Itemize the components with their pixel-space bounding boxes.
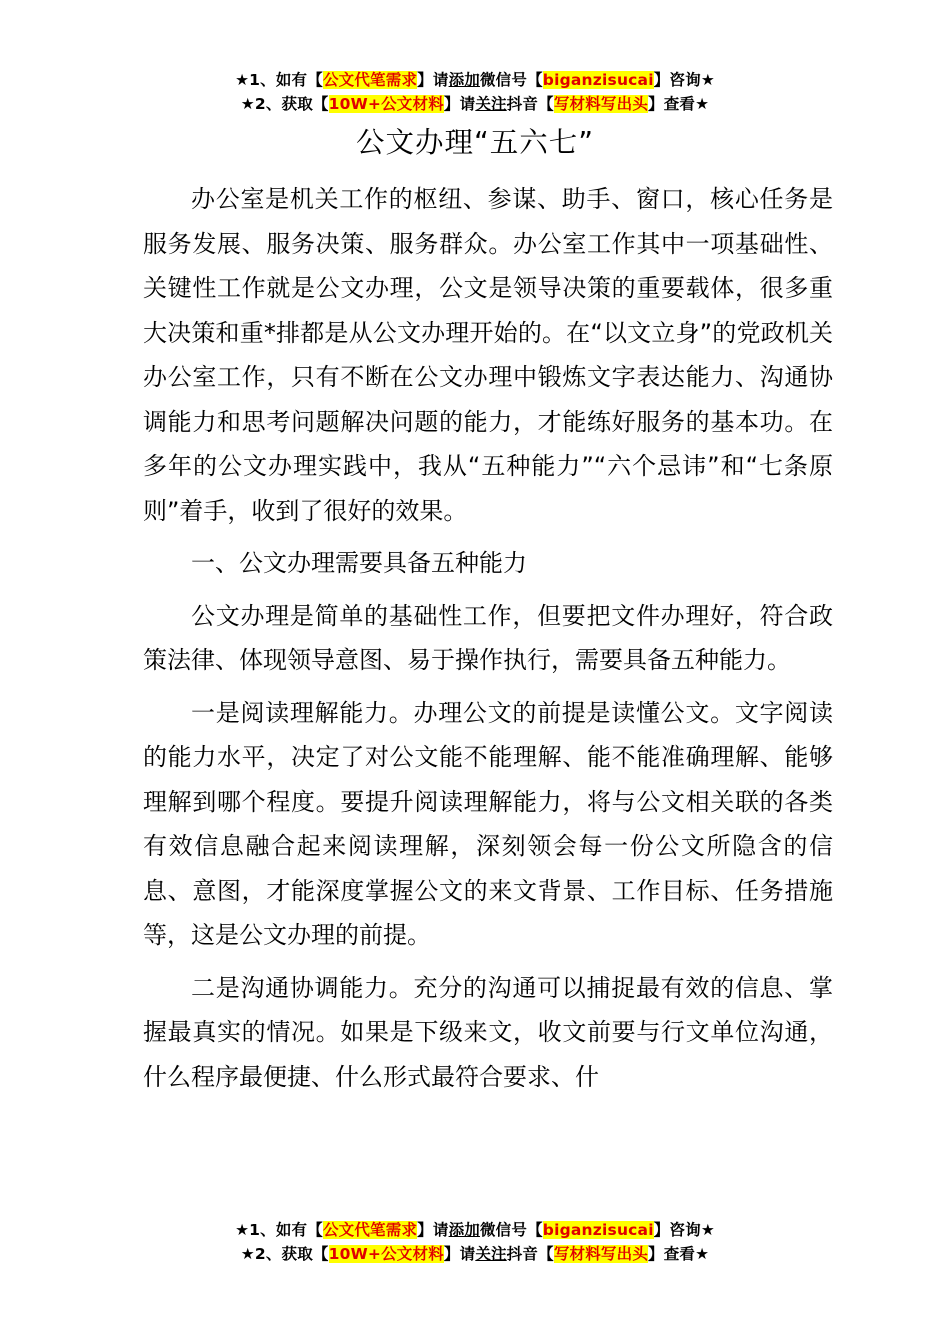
promo-underlined-text: 添加	[448, 1221, 480, 1239]
promo-text: 】请	[443, 95, 476, 113]
promo-highlight: 10W+公文材料	[328, 95, 444, 113]
promo-text: 】查看★	[648, 95, 710, 113]
promo-underlined-text: 关注	[475, 1245, 507, 1263]
promo-text: 抖音【	[506, 95, 554, 113]
promo-line-1	[0, 1218, 950, 1242]
promo-text: ★1、如有【	[235, 71, 323, 89]
paragraph: 一是阅读理解能力。办理公文的前提是读懂公文。文字阅读的能力水平，决定了对公文能不能理解、能不能准确理解、能够理解到哪个程度。要提升阅读理解能力，将与公文相关联的各类有效信息融合起来阅读理解，深刻领会每一份公文所隐含的信息、意图，才能深度掌握公文的来文背景、工作目标、任务措施等，这是公文办理的前提。	[143, 698, 833, 949]
paragraph: 公文办理是简单的基础性工作，但要把文件办理好，符合政策法律、体现领导意图、易于操作执行，需要具备五种能力。	[143, 601, 833, 674]
promo-text: 】咨询★	[653, 71, 715, 89]
promo-highlight: 公文代笔需求	[322, 71, 418, 89]
promo-underlined-text: 添加	[448, 71, 480, 89]
promo-highlight-wechat-id: biganzisucai	[542, 71, 654, 89]
promo-text: 】查看★	[648, 1245, 710, 1263]
promo-line-2	[0, 92, 950, 116]
promo-text: ★2、获取【	[240, 1245, 329, 1263]
promo-text: 】咨询★	[653, 1221, 715, 1239]
promo-text: 】请	[443, 1245, 476, 1263]
promo-highlight-douyin-id: 写材料写出头	[553, 95, 649, 113]
promo-highlight: 公文代笔需求	[322, 1221, 418, 1239]
promo-banner-top	[0, 68, 950, 116]
promo-line-2	[0, 1242, 950, 1266]
promo-text: 微信号【	[479, 71, 543, 89]
promo-highlight-douyin-id: 写材料写出头	[553, 1245, 649, 1263]
promo-text: 抖音【	[506, 1245, 554, 1263]
paragraph-intro: 办公室是机关工作的枢纽、参谋、助手、窗口，核心任务是服务发展、服务决策、服务群众。办公室工作其中一项基础性、关键性工作就是公文办理，公文是领导决策的重要载体，很多重大决策和重*排都是从公文办理开始的。在“以文立身”的党政机关办公室工作，只有不断在公文办理中锻炼文字表达能力、沟通协调能力和思考问题解决问题的能力，才能练好服务的基本功。在多年的公文办理实践中，我从“五种能力”“六个忌讳”和“七条原则”着手，收到了很好的效果。	[143, 185, 833, 525]
promo-text: ★1、如有【	[235, 1221, 323, 1239]
paragraph: 二是沟通协调能力。充分的沟通可以捕捉最有效的信息、掌握最真实的情况。如果是下级来文，收文前要与行文单位沟通，什么程序最便捷、什么形式最符合要求、什	[143, 973, 833, 1091]
promo-text: 】请	[417, 71, 449, 89]
promo-highlight: 10W+公文材料	[328, 1245, 444, 1263]
promo-text: ★2、获取【	[240, 95, 329, 113]
promo-underlined-text: 关注	[475, 95, 507, 113]
promo-highlight-wechat-id: biganzisucai	[542, 1221, 654, 1239]
section-heading: 一、公文办理需要具备五种能力	[191, 549, 527, 577]
promo-line-1	[0, 68, 950, 92]
promo-text: 】请	[417, 1221, 449, 1239]
promo-banner-bottom	[0, 1218, 950, 1266]
promo-text: 微信号【	[479, 1221, 543, 1239]
document-body	[143, 177, 833, 1107]
document-title: 公文办理“五六七”	[355, 126, 595, 159]
